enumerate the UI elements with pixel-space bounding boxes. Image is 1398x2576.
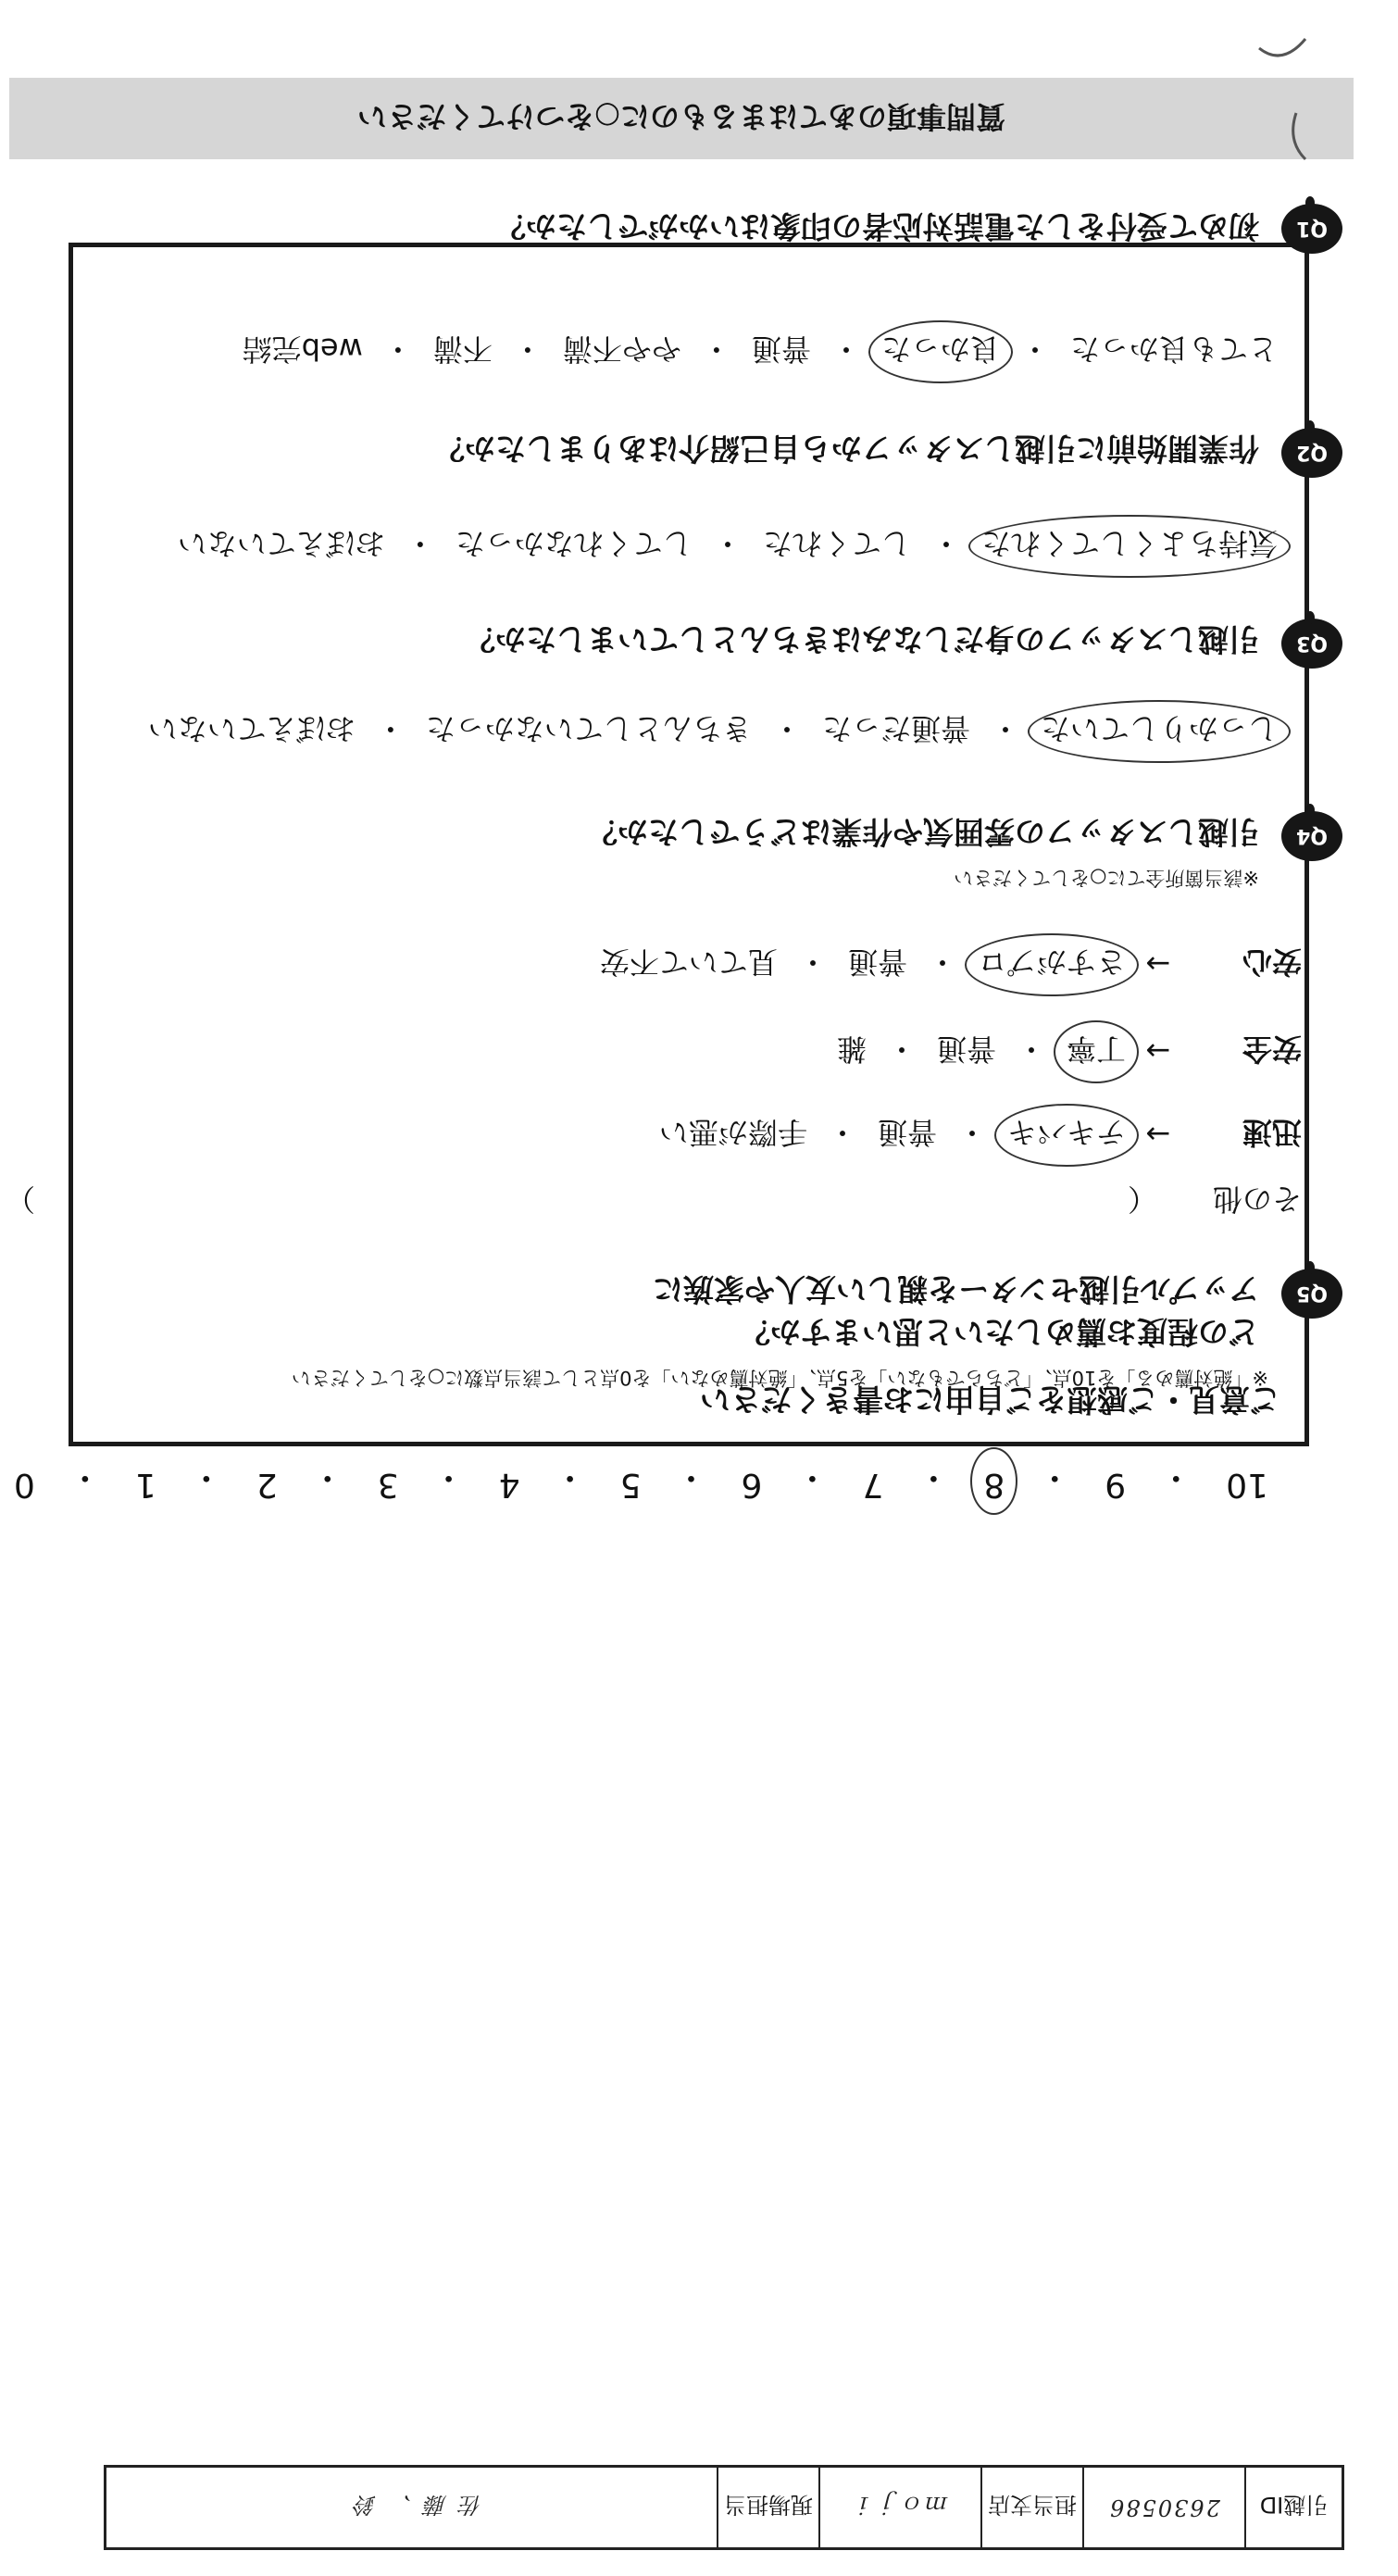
scale-1[interactable]: 1 <box>134 1466 156 1504</box>
q1-opt-2[interactable]: 良かった <box>881 330 1000 372</box>
q4-row-relief: 安心 → さすがプロ ・ 普通 ・ 見ていて不安 <box>600 943 1302 985</box>
scale-9[interactable]: 9 <box>1105 1466 1127 1504</box>
scale-3[interactable]: 3 <box>377 1466 399 1504</box>
q3-options: しっかりしていた ・ 普通だった ・ きちんとしていなかった ・ おぼえていない <box>148 709 1278 752</box>
q2-opt-1[interactable]: 気持ちよくしてくれた <box>981 524 1278 567</box>
q4-relief-arrow: → <box>1145 946 1171 982</box>
q1-opt-5[interactable]: 不満 <box>432 331 493 367</box>
q4-text: 引越しスタッフの雰囲気や作業はどうでしたか？ <box>587 814 1259 850</box>
q4-speed-opt-2[interactable]: 普通 <box>877 1115 937 1150</box>
q4-row-safety: 安全 → 丁寧 ・ 普通 ・ 雑 <box>837 1030 1302 1072</box>
q4-speed-arrow: → <box>1145 1117 1171 1152</box>
q4-other-label: その他 <box>1212 1182 1302 1217</box>
q2-text: 作業開始前に引越しスタッフから自己紹介はありましたか？ <box>434 431 1259 467</box>
q2-opt-3[interactable]: してくれなかった <box>455 526 693 561</box>
comments-title: ご意見・ご感想をご自由にお書きください <box>700 1382 1280 1418</box>
q4-relief-label: 安心 <box>1242 944 1302 980</box>
q5-line1: アップル引越センターを親しい友人や家族に <box>652 1271 1259 1307</box>
q4-badge: Q4 <box>1281 811 1342 861</box>
id-value: 2630586 <box>1082 2468 1244 2547</box>
pen-mark-2 <box>1250 20 1315 76</box>
q4-relief-opt-2[interactable]: 普通 <box>847 944 907 980</box>
q4-relief-opt-3[interactable]: 見ていて不安 <box>599 944 778 980</box>
instruction-banner <box>9 78 1354 159</box>
q1-text: 初めて受付をした電話対応者の印象はいかがでしたか？ <box>495 208 1259 244</box>
q4-safety-opt-3[interactable]: 雑 <box>836 1032 867 1067</box>
q3-opt-4[interactable]: おぼえていない <box>147 711 356 746</box>
q4-speed-opt-3[interactable]: 手際が悪い <box>658 1115 807 1150</box>
q3-opt-2[interactable]: 普通だった <box>821 711 970 746</box>
branch-label: 担当支店 <box>980 2468 1082 2547</box>
q4-safety-label: 安全 <box>1242 1032 1302 1067</box>
q3-opt-3[interactable]: きちんとしていなかった <box>425 711 752 746</box>
q2-opt-4[interactable]: おぼえていない <box>177 526 385 561</box>
q1-opt-6[interactable]: web完結 <box>242 331 363 367</box>
scale-2[interactable]: 2 <box>256 1466 278 1504</box>
q1-opt-4[interactable]: やや不満 <box>562 331 681 367</box>
q4-speed-opt-1[interactable]: テキパキ <box>1007 1113 1126 1156</box>
q4-speed-label: 迅速 <box>1242 1115 1302 1150</box>
q3-opt-1[interactable]: しっかりしていた <box>1041 709 1278 752</box>
header-table <box>104 2465 1344 2550</box>
scale-4[interactable]: 4 <box>498 1466 520 1504</box>
scale-5[interactable]: 5 <box>619 1466 642 1504</box>
q1-options: とても良かった ・ 良かった ・ 普通 ・ やや不満 ・ 不満 ・ web完結 <box>243 330 1278 372</box>
scale-6[interactable]: 6 <box>741 1466 763 1504</box>
scale-8[interactable]: 8 <box>983 1457 1005 1504</box>
q1-opt-3[interactable]: 普通 <box>751 331 811 367</box>
q4-other-row <box>6 1180 1302 1222</box>
q4-row-speed: 迅速 → テキパキ ・ 普通 ・ 手際が悪い <box>659 1113 1302 1156</box>
branch-value: ｍｏｊｉ <box>818 2468 980 2547</box>
q4-relief-opt-1[interactable]: さすがプロ <box>978 943 1126 985</box>
scale-0[interactable]: 0 <box>13 1466 35 1504</box>
leader-value: 佐藤、鈴 <box>341 2492 482 2519</box>
q5-scale: 10 ・ 9 ・ 8 ・ 7 ・ 6 ・ 5 ・ 4 ・ 3 ・ 2 ・ 1 ・ 0 <box>13 1458 1268 1504</box>
q5-note: ※「絶対薦める」を10点、「どちらでもない」を5点、「絶対薦めない」を0点として該当点数に○をしてください <box>291 1367 1268 1389</box>
q3-badge: Q3 <box>1281 619 1342 669</box>
q2-opt-2[interactable]: してくれた <box>762 526 911 561</box>
q1-badge: Q1 <box>1281 204 1342 254</box>
id-label: 引越ID <box>1244 2468 1342 2547</box>
scale-7[interactable]: 7 <box>862 1466 884 1504</box>
q4-other-open: （ <box>1127 1182 1157 1217</box>
q4-safety-opt-2[interactable]: 普通 <box>936 1032 996 1067</box>
q4-note: ※該当箇所全てに○をしてください <box>954 867 1259 889</box>
q2-options: 気持ちよくしてくれた ・ してくれた ・ してくれなかった ・ おぼえていない <box>178 524 1278 567</box>
q4-safety-opt-1[interactable]: 丁寧 <box>1067 1030 1126 1072</box>
q3-text: 引越しスタッフの身だしなみはきちんとしていましたか？ <box>465 621 1259 657</box>
q2-badge: Q2 <box>1281 428 1342 478</box>
leader-label: 現場担当 <box>717 2468 818 2547</box>
pen-mark-1 <box>1259 94 1315 169</box>
q1-opt-1[interactable]: とても良かった <box>1069 331 1278 367</box>
q4-safety-arrow: → <box>1145 1033 1171 1069</box>
q4-other-close: ） <box>5 1182 35 1217</box>
scale-10[interactable]: 10 <box>1226 1466 1268 1504</box>
q5-badge: Q5 <box>1281 1269 1342 1319</box>
q5-line2: どの程度お薦めしたいと思いますか？ <box>740 1314 1259 1350</box>
banner-text: 質問事項のあてはまるものに○をつけてください <box>357 99 1005 134</box>
